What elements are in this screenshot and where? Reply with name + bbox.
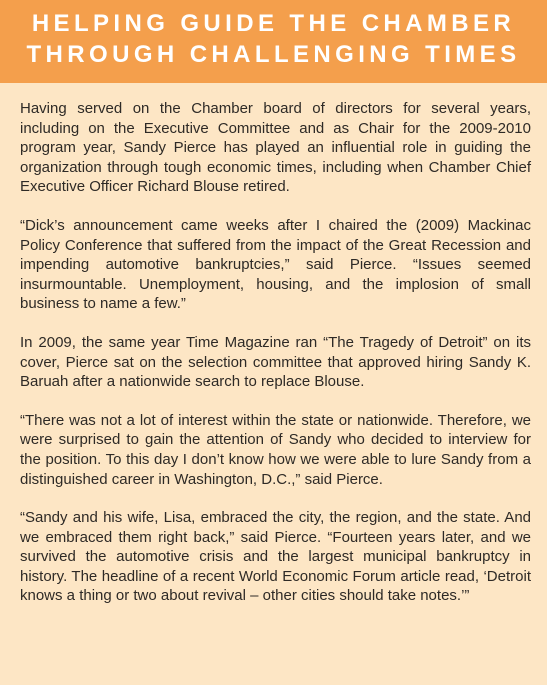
paragraph-4: “There was not a lot of interest within the state or nationwide. Therefore, we were surprised to gain the attention of Sandy who decided to interview for the position. To this day I don’t know how we were able to lure Sandy from a distinguished career in Washington, D.C.,” said Pierce. <box>20 411 531 488</box>
section-header <box>0 0 547 83</box>
paragraph-2: “Dick’s announcement came weeks after I chaired the (2009) Mackinac Policy Conference that suffered from the impact of the Great Recession and impending automotive bankruptcies,” said Pierce. “Issues seemed insurmountable. Unemployment, housing, and the implosion of small business to name a few.” <box>20 216 531 313</box>
paragraph-5: “Sandy and his wife, Lisa, embraced the city, the region, and the state. And we embraced them right back,” said Pierce. “Fourteen years later, and we survived the automotive crisis and the largest municipal bankruptcy in history. The headline of a recent World Economic Forum article read, ‘Detroit knows a thing or two about revival – other cities should take notes.’” <box>20 509 531 605</box>
paragraph-1: Having served on the Chamber board of directors for several years, including on the Executive Committee and as Chair for the 2009-2010 program year, Sandy Pierce has played an influential role in guiding the organization through tough economic times, including when Chamber Chief Executive Officer Richard Blouse retired. <box>20 100 531 196</box>
paragraph-3: In 2009, the same year Time Magazine ran “The Tragedy of Detroit” on its cover, Pierce sat on the selection committee that approved hiring Sandy K. Baruah after a nationwide search to replace Blouse. <box>20 333 531 391</box>
header-title-line-1: HELPING GUIDE THE CHAMBER <box>31 10 516 37</box>
header-title-line-2: THROUGH CHALLENGING TIMES <box>26 41 521 68</box>
article-body <box>20 99 531 625</box>
